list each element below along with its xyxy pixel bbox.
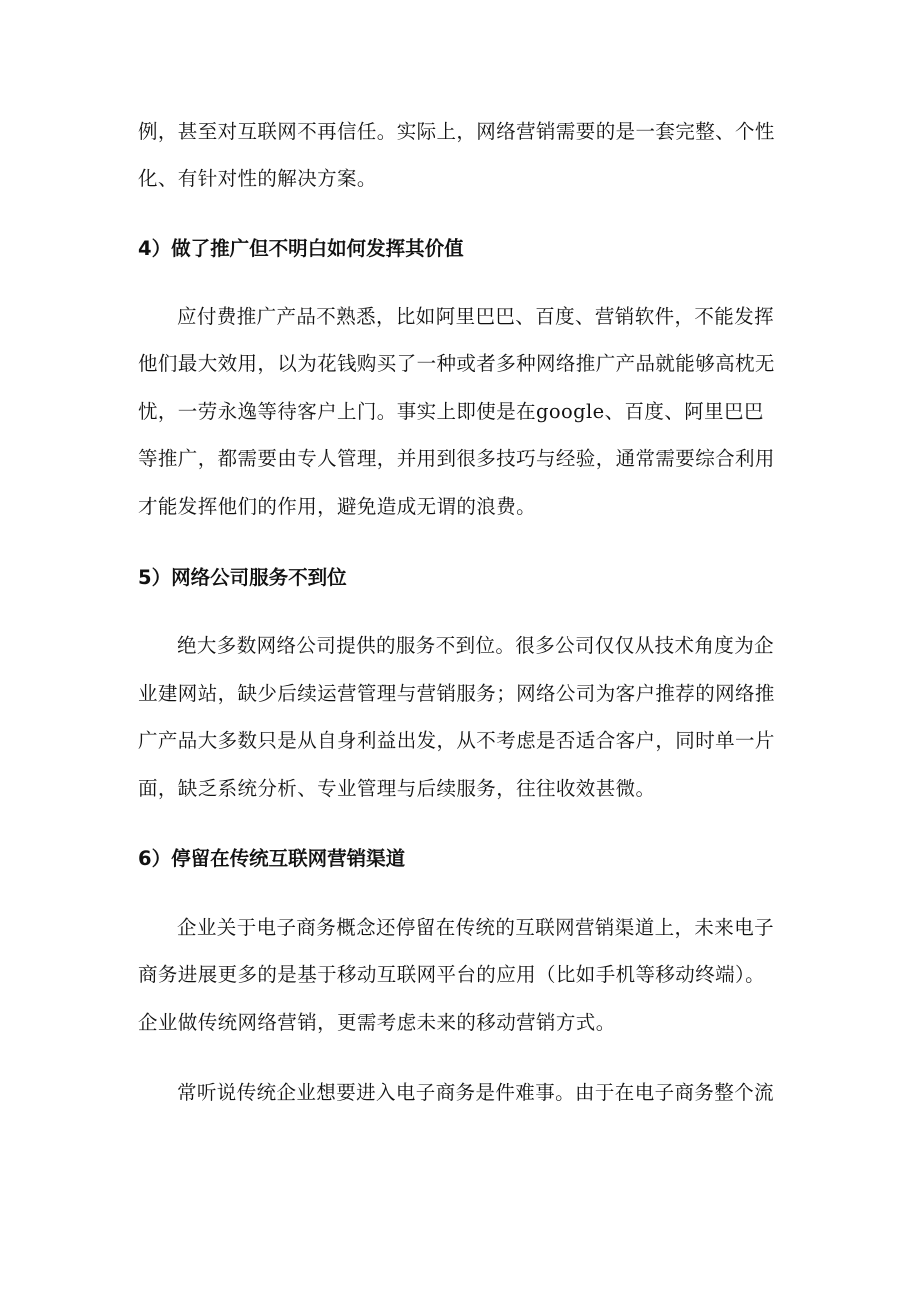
paragraph-line: 他们最大效用，以为花钱购买了一种或者多种网络推广产品就能够高枕无 [138,352,775,375]
paragraph-line: 面，缺乏系统分析、专业管理与后续服务，往往收效甚微。 [138,777,656,800]
section-heading-4: 4）做了推广但不明白如何发挥其价值 [138,237,464,260]
paragraph-line: 常听说传统企业想要进入电子商务是件难事。由于在电子商务整个流 [177,1081,775,1104]
paragraph-line: 应付费推广产品不熟悉，比如阿里巴巴、百度、营销软件，不能发挥 [177,305,775,328]
paragraph-line: 企业做传统网络营销，更需考虑未来的移动营销方式。 [138,1011,616,1034]
paragraph-line: 商务进展更多的是基于移动互联网平台的应用（比如手机等移动终端）。 [138,963,766,986]
paragraph-line: 才能发挥他们的作用，避免造成无谓的浪费。 [138,495,537,518]
paragraph-line: 忧，一劳永逸等待客户上门。事实上即使是在google、百度、阿里巴巴 [138,400,764,423]
section-heading-6: 6）停留在传统互联网营销渠道 [138,847,406,870]
paragraph-line: 业建网站，缺少后续运营管理与营销服务；网络公司为客户推荐的网络推 [138,682,775,705]
paragraph-line: 广产品大多数只是从自身利益出发，从不考虑是否适合客户，同时单一片 [138,729,775,752]
paragraph-line: 化、有针对性的解决方案。 [138,167,377,190]
section-heading-5: 5）网络公司服务不到位 [138,566,347,589]
paragraph-line: 绝大多数网络公司提供的服务不到位。很多公司仅仅从技术角度为企 [177,634,775,657]
paragraph-line: 例，甚至对互联网不再信任。实际上，网络营销需要的是一套完整、个性 [138,120,775,143]
paragraph-line: 企业关于电子商务概念还停留在传统的互联网营销渠道上，未来电子 [177,916,775,939]
paragraph-line: 等推广，都需要由专人管理，并用到很多技巧与经验，通常需要综合利用 [138,447,775,470]
